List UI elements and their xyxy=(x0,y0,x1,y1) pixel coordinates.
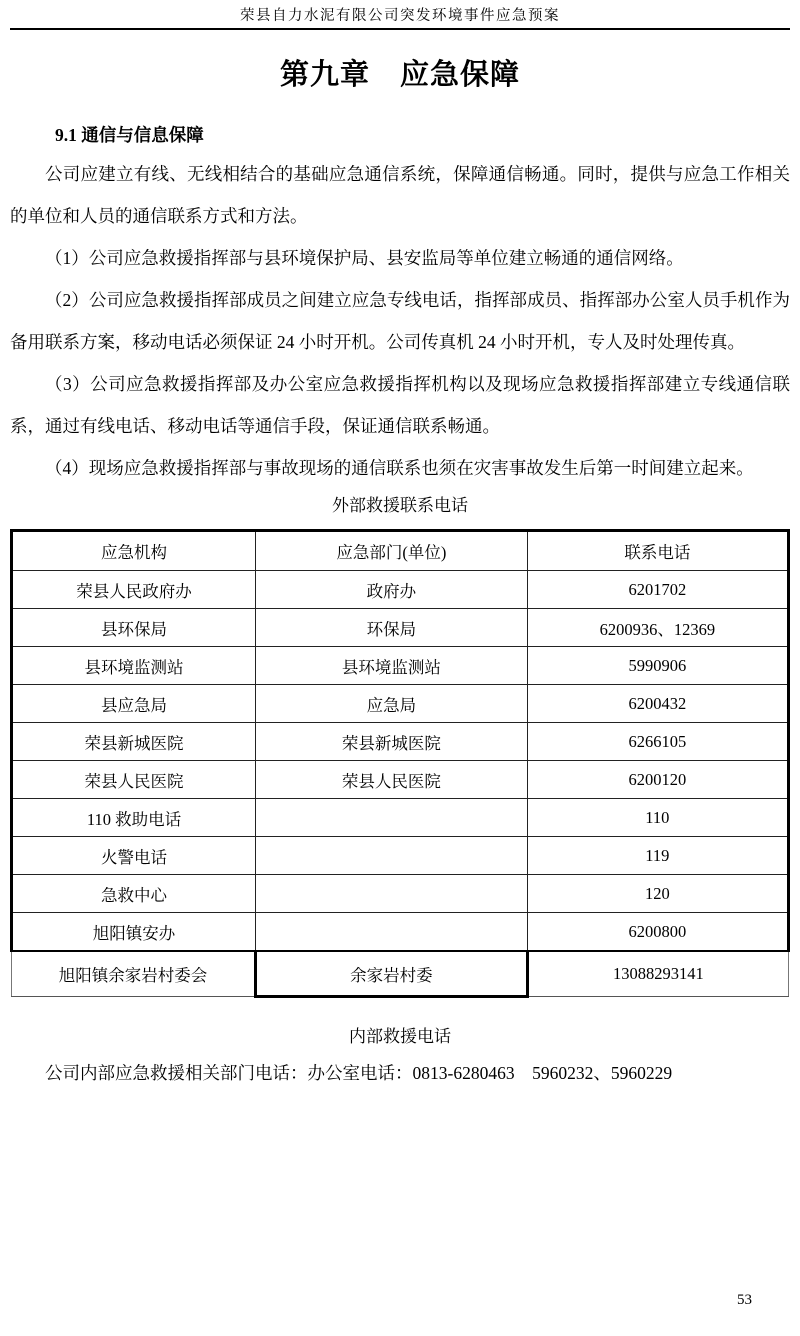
paragraph-item-1: （1）公司应急救援指挥部与县环境保护局、县安监局等单位建立畅通的通信网络。 xyxy=(45,248,684,268)
table-cell xyxy=(256,875,528,913)
table-cell: 县应急局 xyxy=(12,685,256,723)
table-row xyxy=(12,951,789,997)
table-cell: 荣县新城医院 xyxy=(12,723,256,761)
table-cell: 6200800 xyxy=(527,913,788,952)
table-row xyxy=(12,837,789,875)
table-cell: 110 xyxy=(527,799,788,837)
table-cell: 县环境监测站 xyxy=(256,647,528,685)
table-cell: 荣县人民医院 xyxy=(256,761,528,799)
table-cell: 6266105 xyxy=(527,723,788,761)
table-row xyxy=(12,685,789,723)
column-header-agency: 应急机构 xyxy=(12,531,256,571)
table-cell: 火警电话 xyxy=(12,837,256,875)
paragraph-item-3: （3）公司应急救援指挥部及办公室应急救援指挥机构以及现场应急救援指挥部建立专线通信联系，通过有线电话、移动电话等通信手段，保证通信联系畅通。 xyxy=(10,374,790,436)
table-row xyxy=(12,799,789,837)
table-row xyxy=(12,761,789,799)
table-row xyxy=(12,913,789,952)
table-cell: 荣县新城医院 xyxy=(256,723,528,761)
table-cell: 6200936、12369 xyxy=(527,609,788,647)
external-table-caption: 外部救援联系电话 xyxy=(332,496,468,515)
table-cell: 5990906 xyxy=(527,647,788,685)
table-row xyxy=(12,609,789,647)
table-cell: 6200120 xyxy=(527,761,788,799)
contact-table-body xyxy=(12,571,789,997)
column-header-department: 应急部门(单位) xyxy=(256,531,528,571)
table-cell: 政府办 xyxy=(256,571,528,609)
table-cell: 荣县人民医院 xyxy=(12,761,256,799)
table-cell: 6200432 xyxy=(527,685,788,723)
table-row xyxy=(12,647,789,685)
page-number: 53 xyxy=(737,1292,752,1308)
column-header-phone: 联系电话 xyxy=(527,531,788,571)
paragraph-item-2: （2）公司应急救援指挥部成员之间建立应急专线电话，指挥部成员、指挥部办公室人员手机作为备用联系方案，移动电话必须保证 24 小时开机。公司传真机 24 小时开机，专人及时处理传真。 xyxy=(10,290,790,352)
table-cell: 县环保局 xyxy=(12,609,256,647)
table-cell: 应急局 xyxy=(256,685,528,723)
internal-table-caption: 内部救援电话 xyxy=(349,1027,451,1046)
table-cell: 110 救助电话 xyxy=(12,799,256,837)
table-cell: 急救中心 xyxy=(12,875,256,913)
table-cell: 6201702 xyxy=(527,571,788,609)
table-cell: 13088293141 xyxy=(527,951,788,997)
paragraph-item-4: （4）现场应急救援指挥部与事故现场的通信联系也须在灾害事故发生后第一时间建立起来。 xyxy=(45,458,754,478)
table-cell: 荣县人民政府办 xyxy=(12,571,256,609)
table-row xyxy=(12,875,789,913)
table-cell: 环保局 xyxy=(256,609,528,647)
header-title: 荣县自力水泥有限公司突发环境事件应急预案 xyxy=(240,8,560,24)
external-contact-table xyxy=(10,529,790,998)
table-cell: 119 xyxy=(527,837,788,875)
table-cell: 余家岩村委 xyxy=(256,951,528,997)
table-cell xyxy=(256,837,528,875)
chapter-title: 第九章 应急保障 xyxy=(279,59,520,91)
internal-phone-paragraph: 公司内部应急救援相关部门电话：办公室电话：0813-6280463 5960232、5960229 xyxy=(45,1063,673,1083)
table-cell: 旭阳镇余家岩村委会 xyxy=(12,951,256,997)
table-cell xyxy=(256,799,528,837)
table-cell xyxy=(256,913,528,952)
table-cell: 120 xyxy=(527,875,788,913)
table-header-row xyxy=(12,531,789,571)
table-cell: 县环境监测站 xyxy=(12,647,256,685)
section-heading: 9.1 通信与信息保障 xyxy=(55,125,204,145)
document-header xyxy=(10,6,790,30)
paragraph-intro: 公司应建立有线、无线相结合的基础应急通信系统，保障通信畅通。同时，提供与应急工作相关的单位和人员的通信联系方式和方法。 xyxy=(10,164,790,226)
table-row xyxy=(12,723,789,761)
table-row xyxy=(12,571,789,609)
table-cell: 旭阳镇安办 xyxy=(12,913,256,952)
